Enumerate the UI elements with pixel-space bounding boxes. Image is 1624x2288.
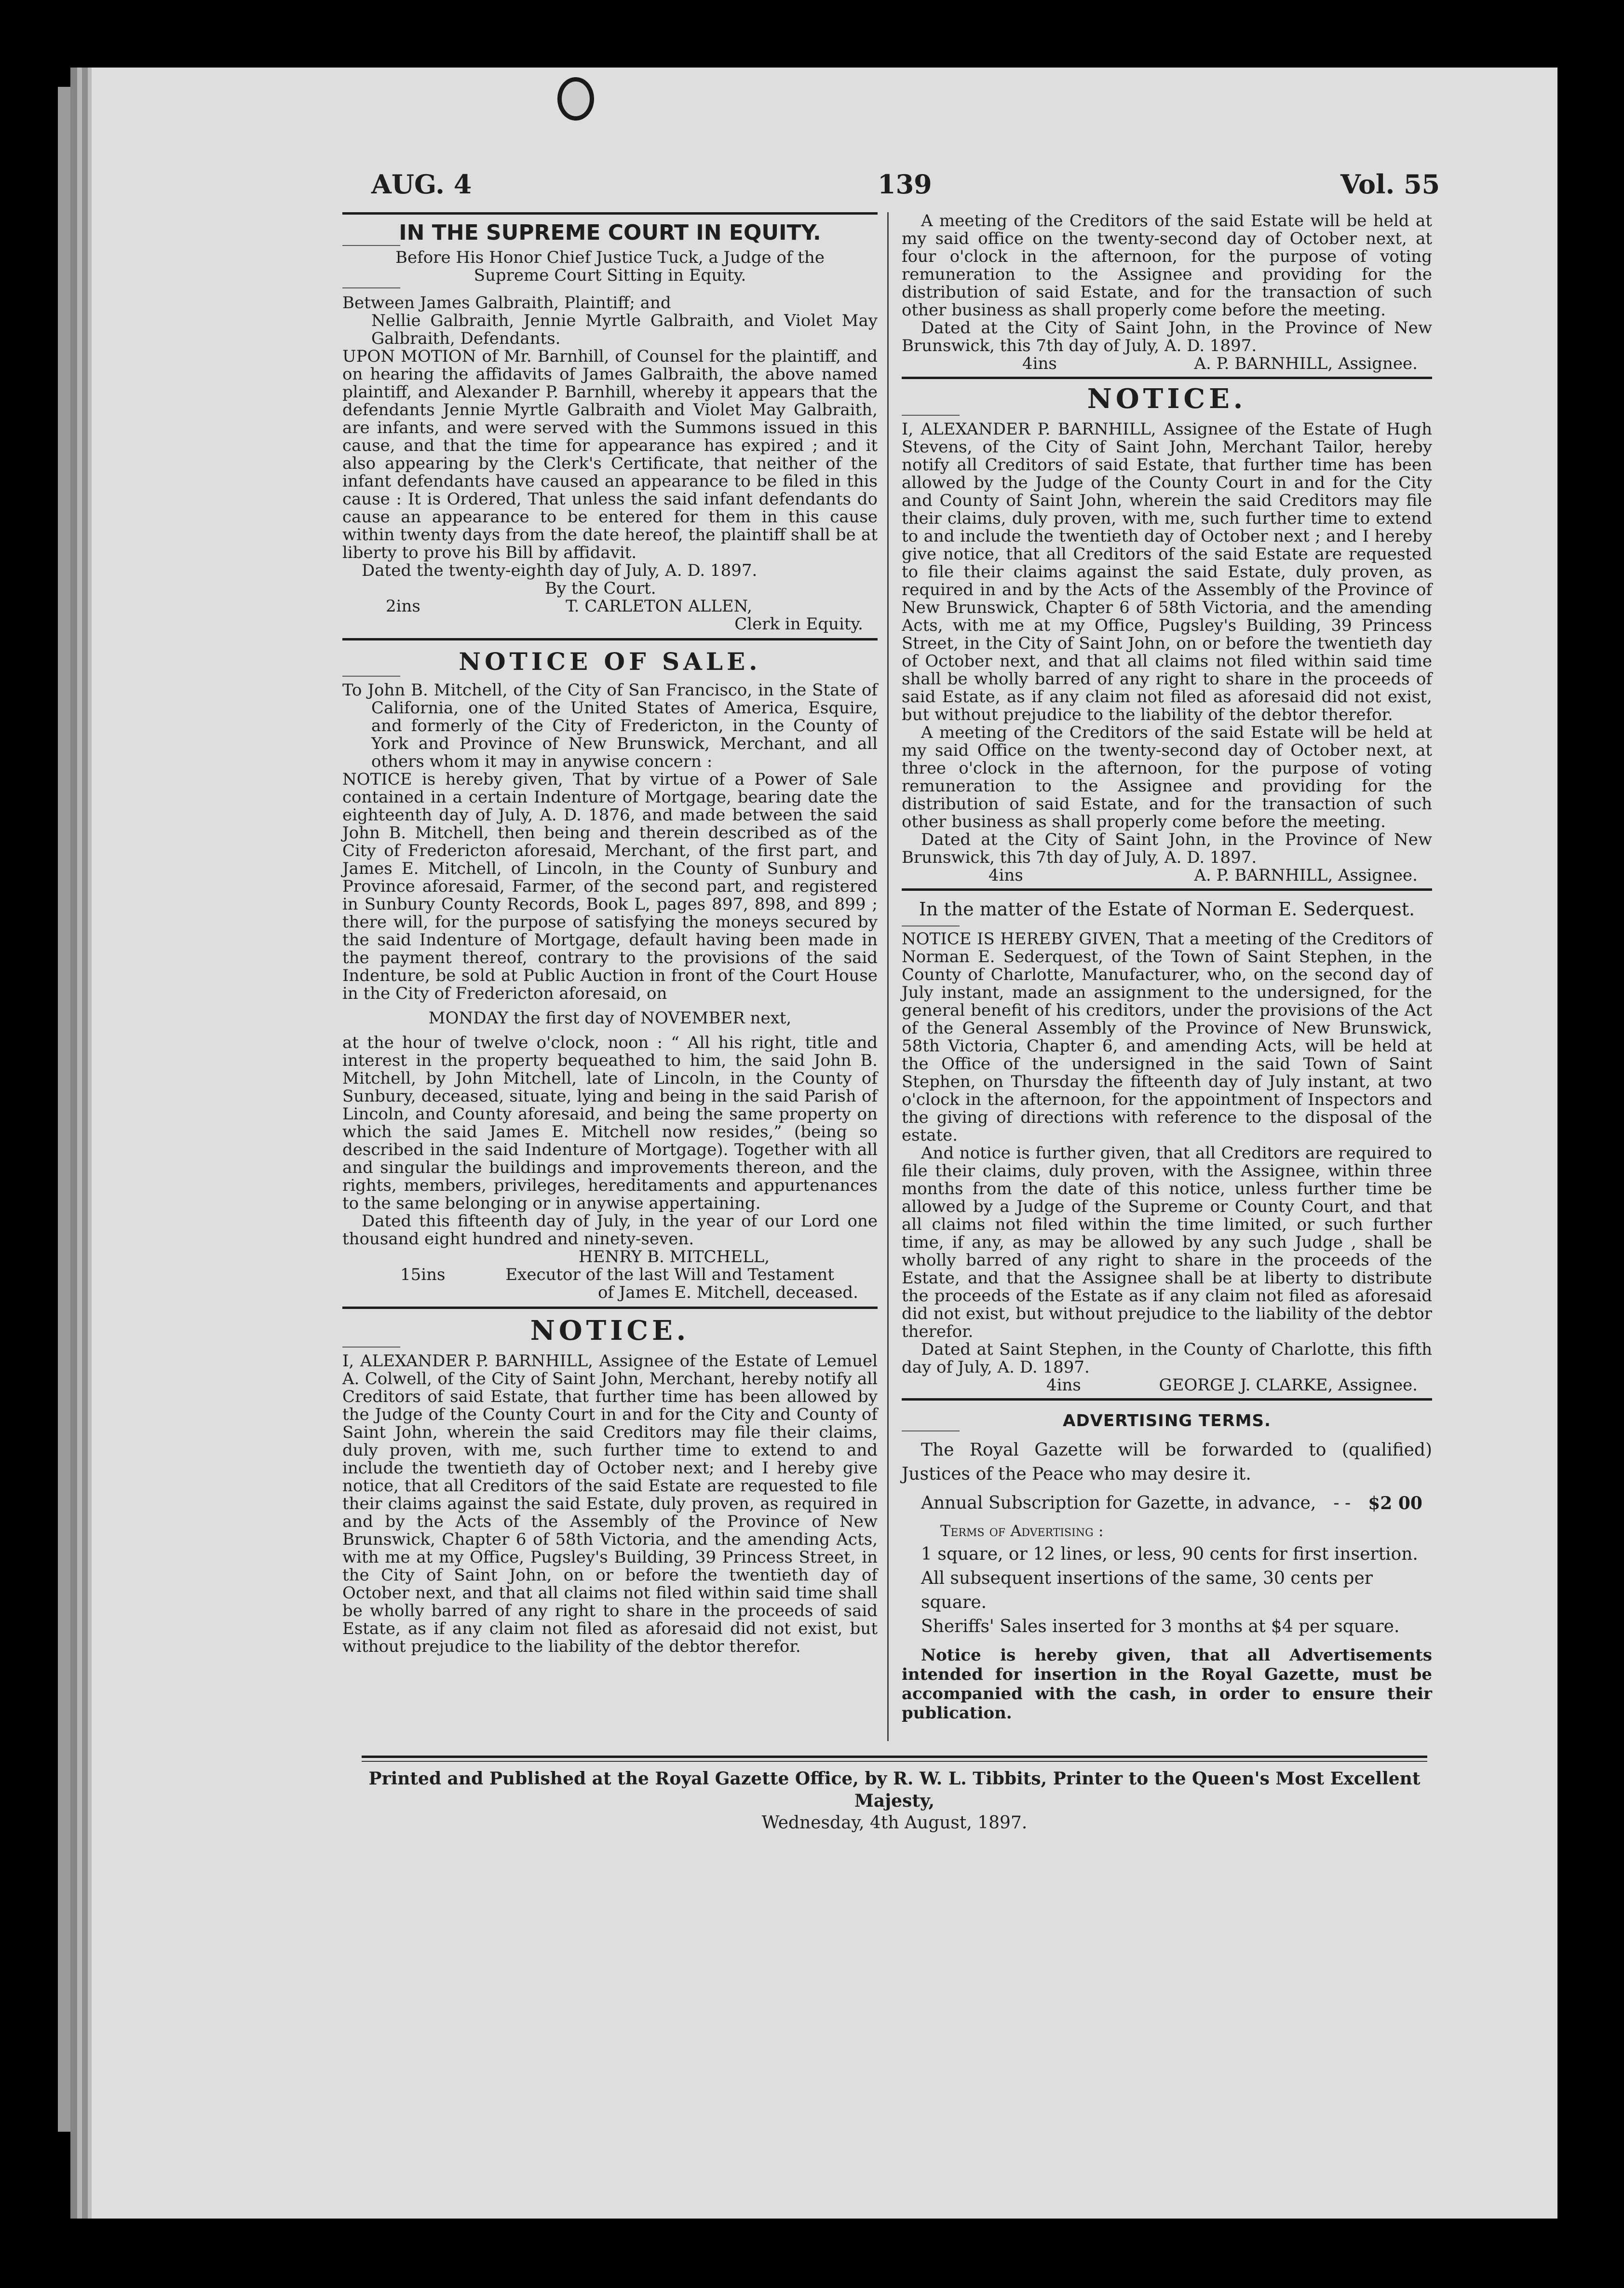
sale-ins: 15ins [400,1265,446,1284]
equity-signer-title: Clerk in Equity. [734,614,863,634]
sederquest-title: In the matter of the Estate of Norman E. Sederquest. [919,899,1415,920]
right-top-signer: A. P. BARNHILL, Assignee. [1194,354,1418,373]
divider [342,676,400,677]
terms-rate-3: Sheriffs' Sales inserted for 3 months at $4 per square. [921,1617,1400,1636]
column-divider [887,212,889,1741]
notice-colwell-body: I, ALEXANDER P. BARNHILL, Assignee of the Estate of Lemuel A. Colwell, of the City of Saint John, Merchant, hereby notify all Creditors of said Estate, that further time has been allowed by the Judge of the County Court in and for the City and County of Saint John, wherein the said Creditors may file their claims, duly proven, with me, such further time to extend to and include the twentieth day of October next; and I hereby give notice, that all Creditors of the said Estate are requested to file their claims against the said Estate, duly proven, as required in and by the Acts of the Assembly of the Province of New Brunswick, Chapter 6 of 58th Victoria, and the amending Acts, with me at my Office, Pugsley's Building, 39 Princess Street, in the City of Saint John, on or before the twentieth day of October next, and that all claims not filed within said time shall be wholly barred of any right to share in the proceeds of said Estate, as if any claim not filed as aforesaid did not exist, but without prejudice to the liability of the debtor therefor. [342,1351,878,1656]
divider [902,415,960,416]
page-stack-edge [58,87,77,2132]
footer-line-2: Wednesday, 4th August, 1897. [761,1813,1028,1833]
right-top-signature-row [902,355,1432,373]
notice-stevens-signature-row [902,867,1432,885]
notice-stevens-body: I, ALEXANDER P. BARNHILL, Assignee of the Estate of Hugh Stevens, of the City of Saint John, Merchant Tailor, hereby notify all Creditors of said Estate, that further time has been allowed by the Judge of the County Court in and for the City and County of Saint John, wherein the said Creditors may file their claims, duly proven, with me, such further time to extend to and include the twentieth day of October next ; and I hereby give notice, that all Creditors of the said Estate are requested to file their claims against the said Estate, duly proven, as required in and by the Acts of the Assembly of the Province of New Brunswick, Chapter 6 of 58th Victoria, and the amending Acts, with me at my Office, Pugsley's Building, 39 Princess Street, in the City of Saint John, on or before the twentieth day of October next, and that all claims not filed within said time shall be wholly barred of any right to share in the proceeds of said Estate, as if any claim not filed as aforesaid did not exist, but without prejudice to the liability of the debtor therefor. [902,420,1432,724]
terms-line-1: The Royal Gazette will be forwarded to (qualified) Justices of the Peace who may desire it. [902,1440,1432,1484]
right-top-body: A meeting of the Creditors of the said Estate will be held at my said office on the twenty-second day of October next, at four o'clock in the afternoon, for the purpose of voting remuneration to the Assignee and providing for the distribution of said Estate, and for the transaction of such other business as shall properly come before the meeting. [902,211,1432,320]
right-top-ins: 4ins [1022,354,1057,373]
footer-line-1: Printed and Published at the Royal Gazette Office, by R. W. L. Tibbits, Printer to the Queen's Most Excellent Majesty, [368,1769,1421,1811]
sederquest-ins: 4ins [1046,1376,1081,1395]
left-column [342,212,878,1656]
rule [342,1307,878,1309]
rule [362,1756,1427,1758]
terms-subscription-label: Annual Subscription for Gazette, in advance, [921,1493,1316,1513]
sale-signer: HENRY B. MITCHELL, [579,1247,770,1267]
divider [342,287,400,288]
sale-signature-row [342,1266,878,1284]
terms-subscription-dashes: - - [1333,1493,1351,1513]
sale-dated: Dated this fifteenth day of July, in the year of our Lord one thousand eight hundred and ninety-seven. [342,1212,878,1249]
equity-signer: T. CARLETON ALLEN, [566,597,752,616]
rule [902,888,1432,891]
equity-ins: 2ins [386,597,420,616]
sederquest-dated: Dated at Saint Stephen, in the County of Charlotte, this fifth day of July, A. D. 1897. [902,1340,1432,1377]
terms-rate-1: 1 square, or 12 lines, or less, 90 cents for first insertion. [921,1544,1418,1564]
sederquest-signature-row [902,1376,1432,1394]
notice-stevens-signer: A. P. BARNHILL, Assignee. [1194,866,1418,885]
gazette-page [92,68,1557,2219]
header-page-number: 139 [878,169,932,200]
footer [362,1756,1427,1834]
notice-stevens-ins: 4ins [988,866,1023,885]
equity-before: Before His Honor Chief Justice Tuck, a Judge of the Supreme Court Sitting in Equity. [395,248,825,285]
sederquest-body: NOTICE IS HEREBY GIVEN, That a meeting of the Creditors of Norman E. Sederquest, of the Town of Saint Stephen, in the County of Charlotte, Manufacturer, who, on the second day of July instant, made an assignment to the undersigned, for the general benefit of his creditors, under the provisions of the Act of the General Assembly of the Province of New Brunswick, 58th Victoria, Chapter 6, and amending Acts, will be held at the Office of the undersigned in the said Town of Saint Stephen, on Thursday the fifteenth day of July instant, at two o'clock in the afternoon, for the appointment of Inspectors and the giving of directions with reference to the disposal of the estate. [902,929,1432,1145]
terms-notice: Notice is hereby given, that all Advertisements intended for insertion in the Royal Gazette, must be accompanied with the cash, in order to ensure their publication. [902,1646,1432,1723]
punch-hole [557,77,594,121]
sederquest-signer: GEORGE J. CLARKE, Assignee. [1159,1376,1418,1395]
sale-body: NOTICE is hereby given, That by virtue of a Power of Sale contained in a certain Indenture of Mortgage, bearing date the eighteenth day of July, A. D. 1876, and made between the said John B. Mitchell, then being and therein described as of the City of Fredericton aforesaid, Merchant, of the first part, and James E. Mitchell, of Lincoln, in the County of Sunbury and Province aforesaid, Farmer, of the second part, and registered in Sunbury County Records, Book L, pages 897, 898, and 899 ; there will, for the purpose of satisfying the moneys secured by the said Indenture of Mortgage, default having been made in the payment thereof, contrary to the provisions of the said Indenture, be sold at Public Auction in front of the Court House in the City of Fredericton aforesaid, on [342,770,878,1003]
notice-colwell-title: NOTICE. [530,1315,690,1347]
terms-rate-2: All subsequent insertions of the same, 30 cents per square. [921,1568,1373,1612]
terms-subscription-row [902,1491,1432,1515]
sederquest-body-2: And notice is further given, that all Creditors are required to file their claims, duly proven, with the Assignee, within three months from the date of this notice, unless further time be allowed by a Judge of the Supreme or County Court, and that all claims not filed within the time limited, or such further time, if any, as may be allowed by any such Judge , shall be wholly barred of any right to share in the proceeds of the Estate, and that the Assignee shall be at liberty to distribute the proceeds of the Estate as if any claim not filed as aforesaid did not exist, but without prejudice to the liability of the debtor therefor. [902,1144,1432,1341]
header-volume: Vol. 55 [1340,169,1440,200]
notice-stevens-body-2: A meeting of the Creditors of the said Estate will be held at my said Office on the twenty-second day of October next, at three o'clock in the afternoon, for the purpose of voting remuneration to the Assignee and providing for the distribution of said Estate, and for the transaction of such other business as shall properly come before the meeting. [902,723,1432,831]
divider [902,1430,960,1431]
rule [342,212,878,215]
sale-title: NOTICE OF SALE. [459,647,761,676]
equity-by-court: By the Court. [545,579,656,598]
sale-signer-title: Executor of the last Will and Testament [505,1265,834,1284]
equity-dated: Dated the twenty-eighth day of July, A. D. 1897. [362,561,758,580]
equity-between-1: Between James Galbraith, Plaintiff; and [342,293,671,313]
equity-title: IN THE SUPREME COURT IN EQUITY. [399,220,821,245]
rule [342,638,878,640]
rule [902,377,1432,379]
header-date: AUG. 4 [371,169,472,200]
sale-signer-title-2: of James E. Mitchell, deceased. [597,1283,858,1302]
terms-subscription-price: $2 00 [1368,1493,1422,1513]
divider [342,1347,400,1348]
equity-signature-row [342,598,878,615]
sale-to: To John B. Mitchell, of the City of San Francisco, in the State of California, one of the United States of America, Esquire, and formerly of the City of Fredericton, in the County of York and Province of New Brunswick, Merchant, and all others whom it may in anywise concern : [342,681,878,771]
equity-body: UPON MOTION of Mr. Barnhill, of Counsel for the plaintiff, and on hearing the affidavits of James Galbraith, the above named plaintiff, and Alexander P. Barnhill, whereby it appears that the defendants Jennie Myrtle Galbraith and Violet May Galbraith, are infants, and were served with the Summons issued in this cause, and that the time for appearance has expired ; and it also appearing by the Clerk's Certificate, that neither of the infant defendants have caused an appearance to be filed in this cause : It is Ordered, That unless the said infant defendants do cause an appearance to be entered for them in this cause within twenty days from the date hereof, the plaintiff shall be at liberty to prove his Bill by affidavit. [342,347,878,562]
notice-stevens-title: NOTICE. [1087,383,1247,415]
terms-of-advertising-label: Terms of Advertising : [940,1522,1104,1540]
notice-stevens-dated: Dated at the City of Saint John, in the Province of New Brunswick, this 7th day of July, A. D. 1897. [902,830,1432,867]
right-column [902,212,1432,1723]
equity-between-2: Nellie Galbraith, Jennie Myrtle Galbraith, and Violet May Galbraith, Defendants. [371,311,878,348]
sale-date-line: MONDAY the first day of NOVEMBER next, [428,1008,792,1028]
sale-body-2: at the hour of twelve o'clock, noon : “ All his right, title and interest in the property bequeathed to him, the said John B. Mitchell, by John Mitchell, late of Lincoln, in the County of Sunbury, deceased, situate, lying and being in the said Parish of Lincoln, and County aforesaid, and being the same property on which the said James E. Mitchell now resides,” (being so described in the said Indenture of Mortgage). Together with all and singular the buildings and improvements thereon, and the rights, members, privileges, hereditaments and appurtenances to the same belonging or in anywise appertaining. [342,1033,878,1213]
terms-title: ADVERTISING TERMS. [1063,1411,1271,1430]
rule [902,1398,1432,1401]
rule [362,1761,1427,1762]
right-top-dated: Dated at the City of Saint John, in the Province of New Brunswick, this 7th day of July, A. D. 1897. [902,318,1432,355]
